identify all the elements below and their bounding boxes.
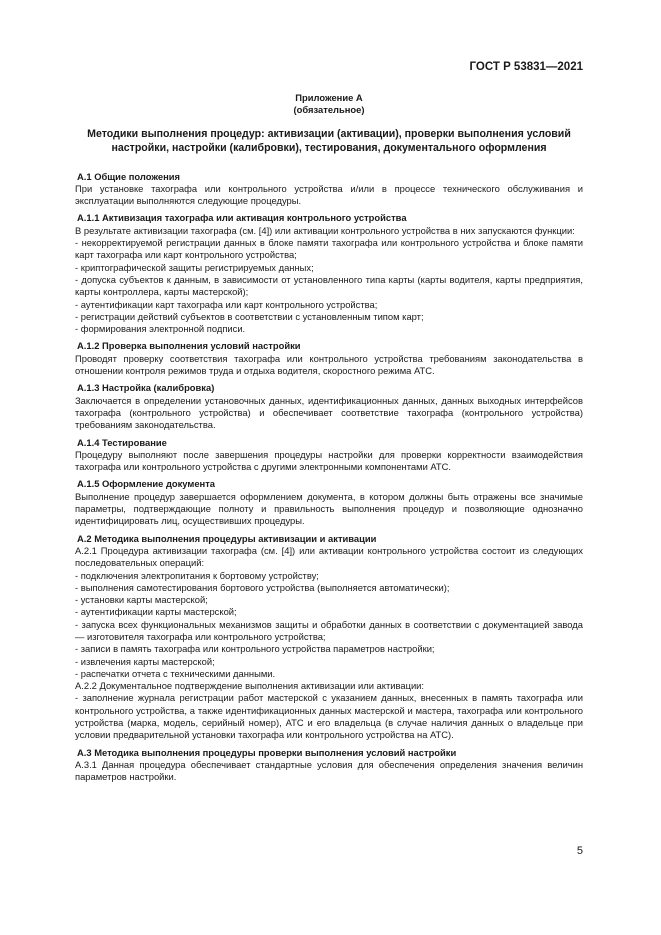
annex-heading: Методики выполнения процедур: активизации (активации), проверки выполнения условий настройки, настройки (калибровки), тестирования, документального оформления	[87, 127, 571, 154]
paragraph: - извлечения карты мастерской;	[75, 655, 215, 667]
section-heading: А.1.5 Оформление документа	[77, 478, 216, 490]
paragraph: - подключения электропитания к бортовому устройству;	[75, 569, 319, 581]
paragraph: А.2.2 Документальное подтверждение выполнения активизации или активации:	[75, 680, 425, 692]
paragraph: Выполнение процедур завершается оформлением документа, в котором должны быть отражены все значимые параметры, подтверждающие полноту и правильность выполнения процедур и позволяющие однозначно идентифицировать лиц, осуществивших процедуры.	[75, 490, 583, 527]
paragraph: - формирования электронной подписи.	[75, 323, 246, 335]
body-flow	[75, 171, 583, 784]
section-heading: А.2 Методика выполнения процедуры активизации и активации	[77, 532, 377, 544]
section-heading: А.1.2 Проверка выполнения условий настройки	[77, 340, 301, 352]
paragraph: Заключается в определении установочных данных, идентификационных данных, данных выходных интерфейсов тахографа (контрольного устройства) и обеспечивает соответствие тахографа (контрольного устройства) требованиям законодательства.	[75, 394, 583, 431]
paragraph: - записи в память тахографа или контрольного устройства параметров настройки;	[75, 643, 435, 655]
paragraph: - аутентификации карты мастерской;	[75, 606, 237, 618]
paragraph: В результате активизации тахографа (см. [4]) или активации контрольного устройства в них запускаются функции:	[75, 224, 575, 236]
section-heading: А.1.4 Тестирование	[77, 436, 167, 448]
section-heading: А.3 Методика выполнения процедуры проверки выполнения условий настройки	[77, 746, 457, 758]
paragraph: А.2.1 Процедура активизации тахографа (см. [4]) или активации контрольного устройства состоит из следующих последовательных операций:	[75, 544, 583, 569]
document-body	[75, 92, 583, 784]
standard-number: ГОСТ Р 53831—2021	[469, 61, 583, 73]
paragraph: - выполнения самотестирования бортового устройства (выполняется автоматически);	[75, 581, 450, 593]
paragraph: - распечатки отчета с техническими данными.	[75, 667, 276, 679]
paragraph: - регистрации действий субъектов в соответствии с установленным типом карт;	[75, 310, 424, 322]
section-heading: А.1.1 Активизация тахографа или активация контрольного устройства	[77, 212, 407, 224]
paragraph: Проводят проверку соответствия тахографа или контрольного устройства требованиям законодательства в отношении контроля режимов труда и отдыха водителя, скоростного режима АТС.	[75, 352, 583, 377]
paragraph: - установки карты мастерской;	[75, 594, 208, 606]
section-heading: А.1.3 Настройка (калибровка)	[77, 382, 215, 394]
paragraph: - заполнение журнала регистрации работ мастерской с указанием данных, внесенных в память тахографа или контрольного устройства, а также идентификационных данных мастерской и мастера, тахографа или контрольного устройства (марка, модель, серийный номер), АТС и его владельца (в случае наличия данных о владельце при условии предварительной установки тахографа или контрольного устройства на АТС).	[75, 692, 583, 741]
section-heading: А.1 Общие положения	[77, 170, 180, 182]
paragraph: - допуска субъектов к данным, в зависимости от установленного типа карты (карты водителя, карты предприятия, карты контроллера, карты мастерской);	[75, 273, 583, 298]
page-number: 5	[576, 845, 583, 857]
paragraph: - криптографической защиты регистрируемых данных;	[75, 261, 314, 273]
paragraph: - аутентификации карт тахографа или карт контрольного устройства;	[75, 298, 378, 310]
annex-subtitle: (обязательное)	[293, 104, 365, 116]
paragraph: При установке тахографа или контрольного устройства и/или в процессе технического обслуживания и эксплуатации выполняются следующие процедуры.	[75, 182, 583, 207]
paragraph: Процедуру выполняют после завершения процедуры настройки для проверки корректности взаимодействия тахографа или контрольного устройства с другими электронными компонентами АТС.	[75, 448, 583, 473]
paragraph: - некорректируемой регистрации данных в блоке памяти тахографа или контрольного устройства и блоке памяти карт тахографа или карт контрольного устройства;	[75, 237, 583, 261]
paragraph: А.3.1 Данная процедура обеспечивает стандартные условия для обеспечения определения значения величин параметров настройки.	[75, 758, 583, 783]
annex-title: Приложение А	[295, 92, 363, 103]
paragraph: - запуска всех функциональных механизмов защиты и обработки данных в соответствии с документацией завода — изготовителя тахографа или контрольного устройства;	[75, 618, 583, 642]
